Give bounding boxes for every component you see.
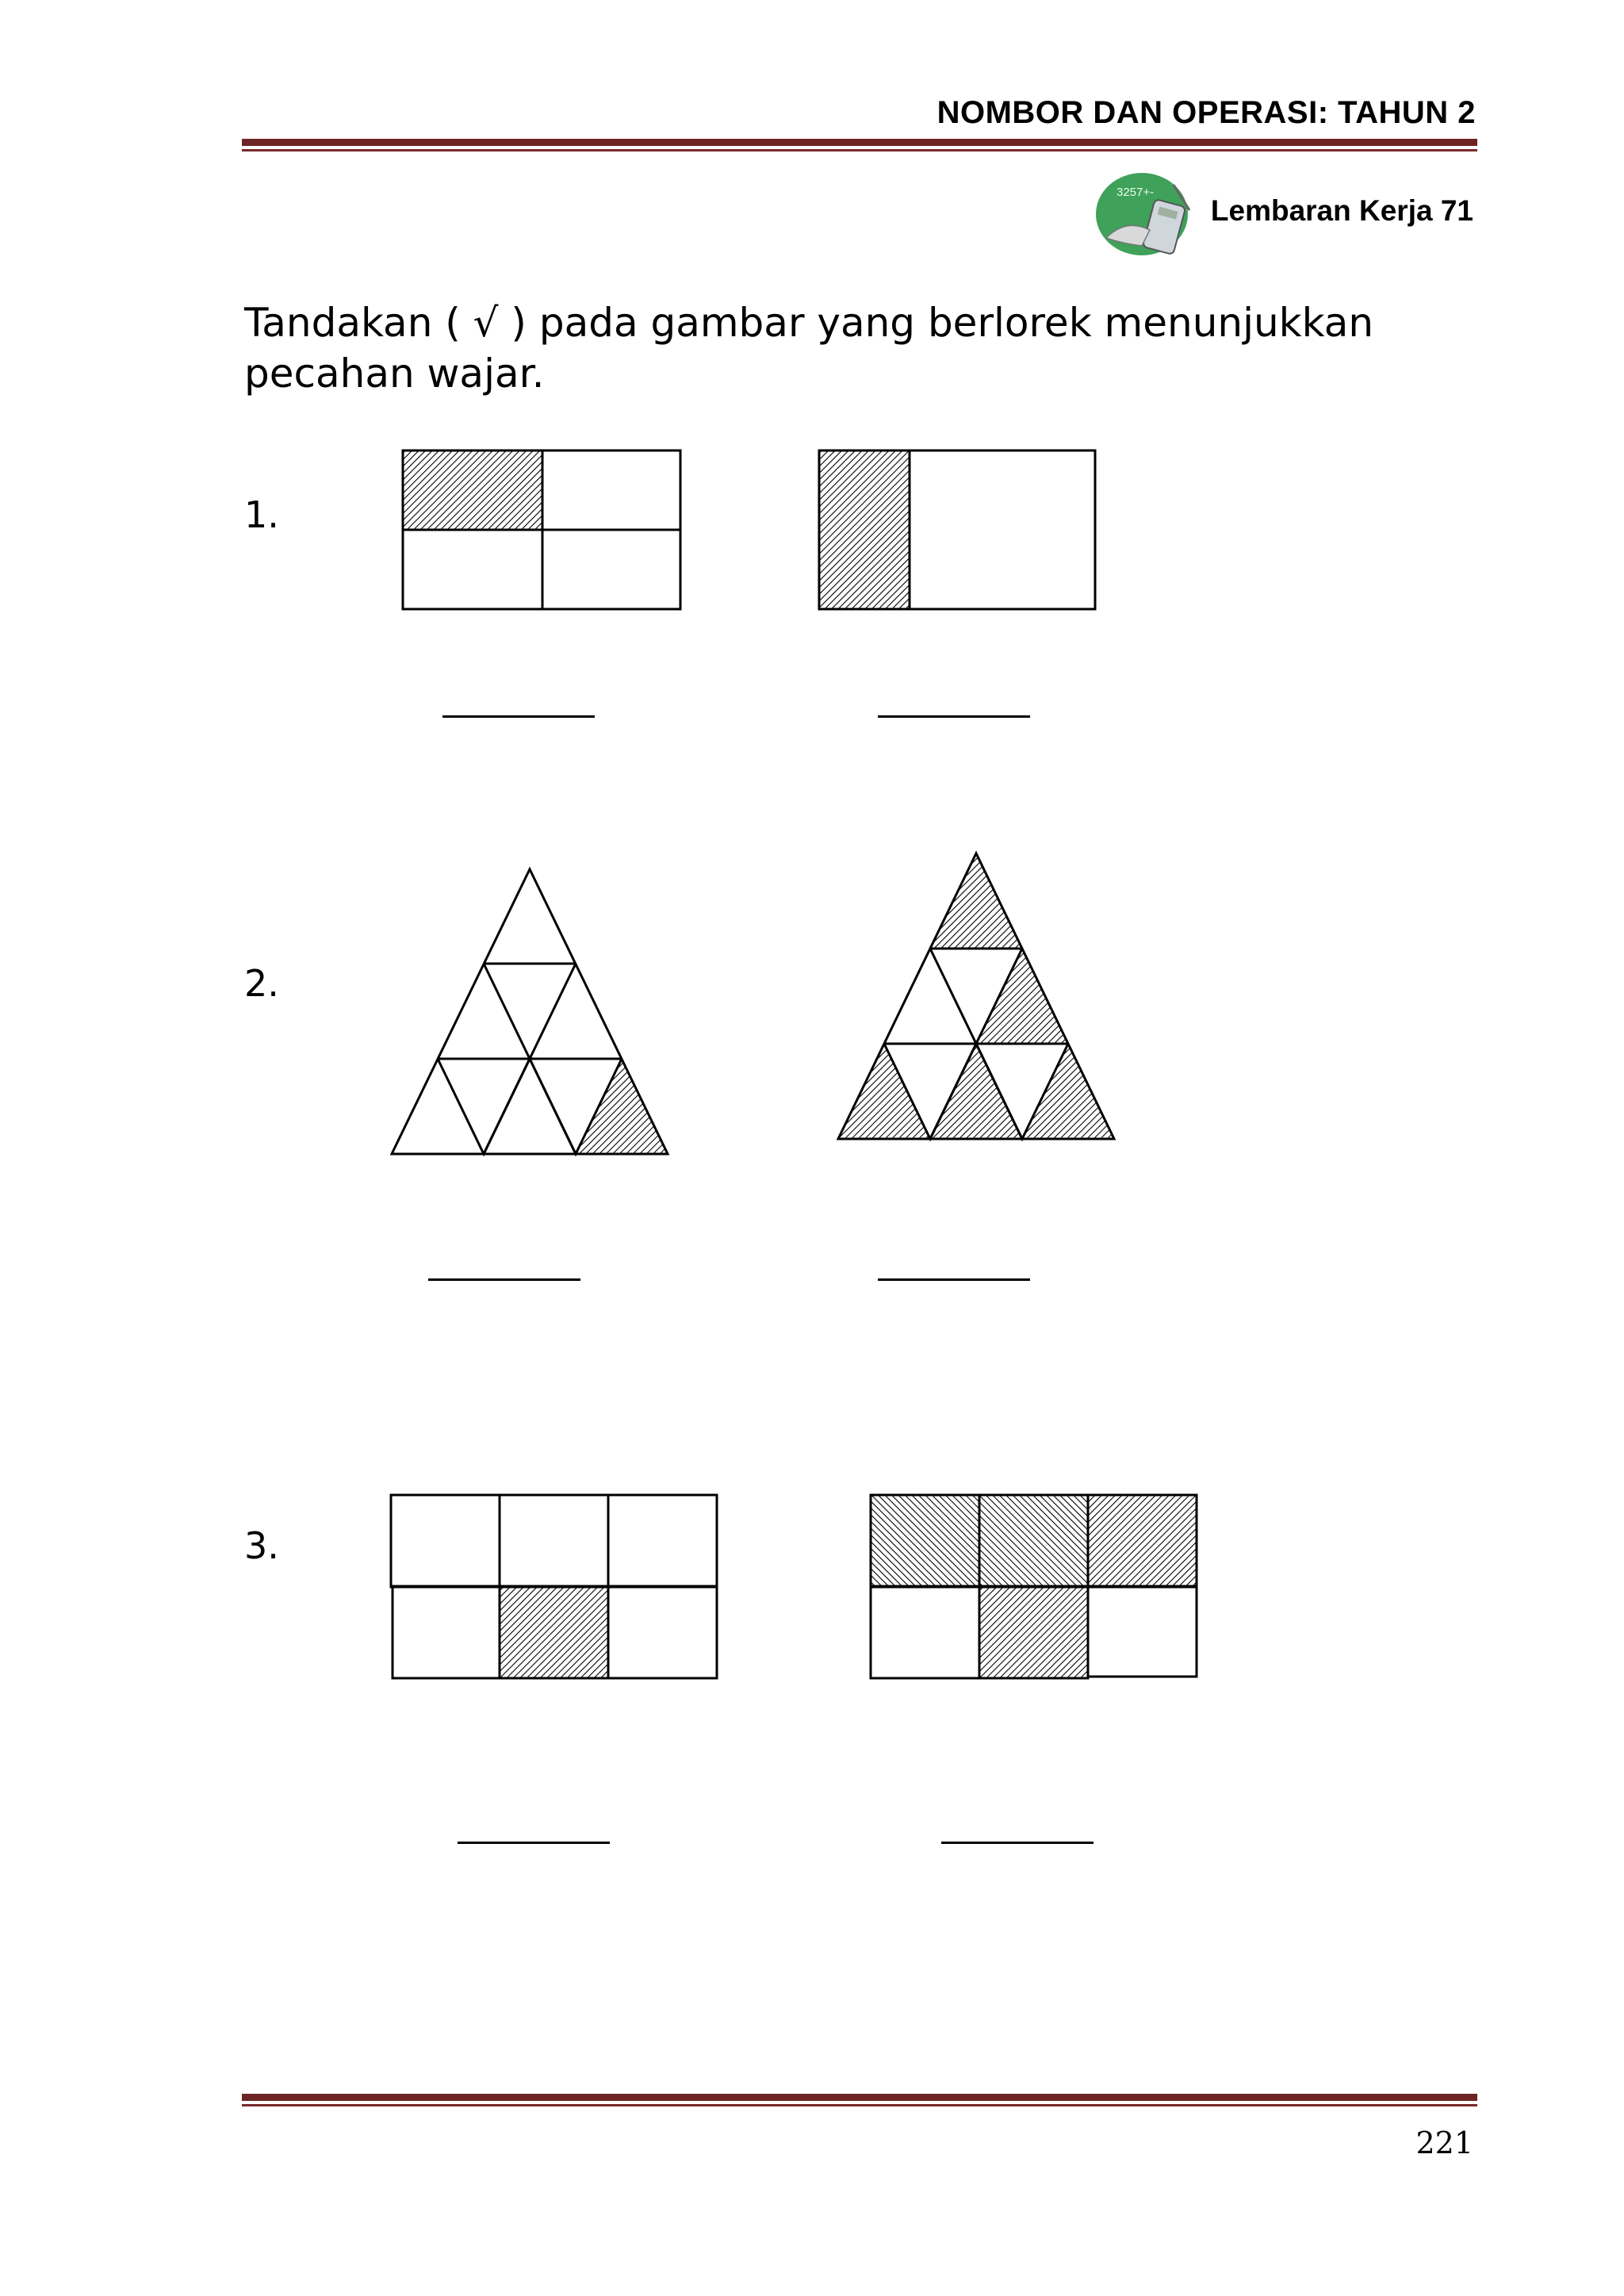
answer-line[interactable] — [878, 715, 1030, 718]
question-number-2: 2. — [244, 962, 279, 1005]
rectangle-strip-figure — [817, 448, 1099, 611]
question-number-3: 3. — [244, 1524, 279, 1567]
header-rule — [242, 139, 1477, 151]
page-number: 221 — [1415, 2125, 1473, 2160]
answer-line[interactable] — [878, 1278, 1030, 1281]
calculator-icon — [1094, 171, 1196, 264]
header-title: NOMBOR DAN OPERASI: TAHUN 2 — [936, 95, 1476, 130]
rectangle-quarters-figure — [400, 448, 686, 611]
instruction-text: Tandakan ( √ ) pada gambar yang berlorek menunjukkan pecahan wajar. — [244, 300, 1374, 397]
footer-rule — [242, 2094, 1477, 2106]
worksheet-label: Lembaran Kerja 71 — [1210, 194, 1473, 227]
grid-sixths-figure-a — [389, 1493, 720, 1683]
triangle-ninths-figure-b — [837, 850, 1116, 1145]
answer-line[interactable] — [458, 1842, 610, 1844]
svg-text:3257+-: 3257+- — [1116, 186, 1155, 199]
grid-sixths-figure-b — [868, 1493, 1200, 1683]
triangle-ninths-figure-a — [389, 866, 671, 1158]
question-number-1: 1. — [244, 493, 279, 536]
answer-line[interactable] — [941, 1842, 1094, 1844]
answer-line[interactable] — [442, 715, 595, 718]
answer-line[interactable] — [428, 1278, 580, 1281]
